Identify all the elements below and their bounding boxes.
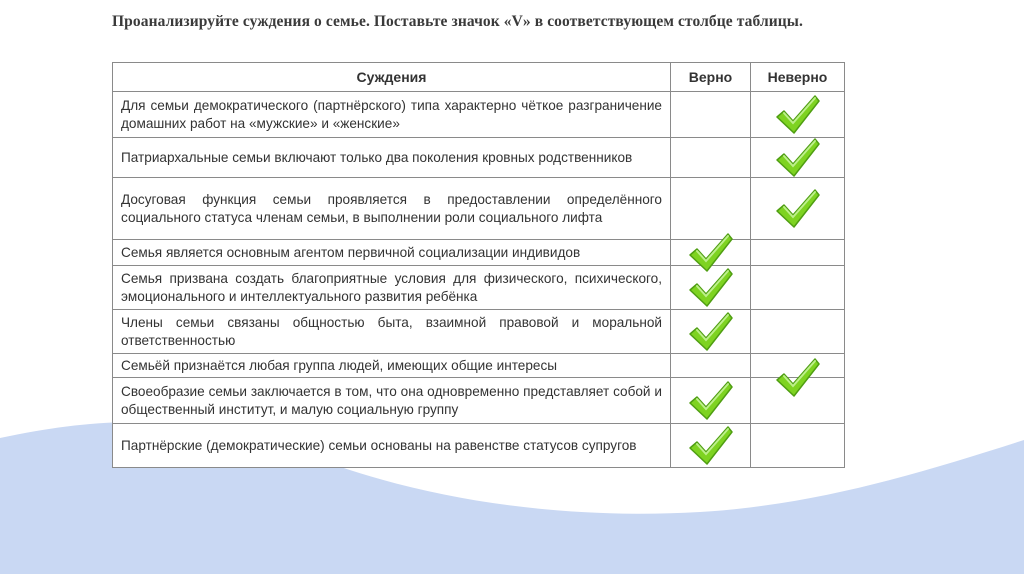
true-cell[interactable] [671, 138, 751, 178]
check-mark-icon [775, 136, 821, 180]
true-cell[interactable] [671, 266, 751, 310]
false-cell[interactable] [751, 266, 845, 310]
table-header-row [113, 63, 845, 92]
table-row [113, 178, 845, 240]
false-cell[interactable] [751, 178, 845, 240]
table-row [113, 354, 845, 378]
true-cell[interactable] [671, 240, 751, 266]
check-mark-icon [775, 187, 821, 231]
statement-cell: Досуговая функция семьи проявляется в предоставлении определённого социального статуса членам семьи, в выполнении роли социального лифта [113, 178, 671, 240]
true-cell[interactable] [671, 310, 751, 354]
true-cell[interactable] [671, 424, 751, 468]
header-statement: Суждения [113, 63, 671, 92]
table-row [113, 424, 845, 468]
table-row [113, 92, 845, 138]
statement-cell: Для семьи демократического (партнёрского) типа характерно чёткое разграничение домашних работ на «мужские» и «женские» [113, 92, 671, 138]
false-cell[interactable] [751, 354, 845, 378]
true-cell[interactable] [671, 354, 751, 378]
statement-cell: Семья является основным агентом первичной социализации индивидов [113, 240, 671, 266]
statement-cell: Своеобразие семьи заключается в том, что она одновременно представляет собой и общественный институт, и малую социальную группу [113, 378, 671, 424]
statement-cell: Члены семьи связаны общностью быта, взаимной правовой и моральной ответственностью [113, 310, 671, 354]
table-row [113, 240, 845, 266]
statement-cell: Партнёрские (демократические) семьи основаны на равенстве статусов супругов [113, 424, 671, 468]
table-row [113, 138, 845, 178]
false-cell[interactable] [751, 138, 845, 178]
check-mark-icon [688, 424, 734, 468]
check-mark-icon [688, 310, 734, 354]
false-cell[interactable] [751, 424, 845, 468]
statement-cell: Семья призвана создать благоприятные условия для физического, психического, эмоционального и интеллектуального развития ребёнка [113, 266, 671, 310]
instruction-text: Проанализируйте суждения о семье. Поставьте значок «V» в соответствующем столбце таблицы. [112, 13, 803, 30]
statement-cell: Патриархальные семьи включают только два поколения кровных родственников [113, 138, 671, 178]
table-row [113, 310, 845, 354]
check-mark-icon [688, 266, 734, 310]
header-false: Неверно [751, 63, 845, 92]
check-mark-icon [688, 379, 734, 423]
header-true: Верно [671, 63, 751, 92]
true-cell[interactable] [671, 92, 751, 138]
table-row [113, 266, 845, 310]
judgements-table [112, 62, 845, 468]
false-cell[interactable] [751, 240, 845, 266]
check-mark-icon [775, 93, 821, 137]
table-row [113, 378, 845, 424]
true-cell[interactable] [671, 378, 751, 424]
false-cell[interactable] [751, 92, 845, 138]
false-cell[interactable] [751, 378, 845, 424]
false-cell[interactable] [751, 310, 845, 354]
statement-cell: Семьёй признаётся любая группа людей, имеющих общие интересы [113, 354, 671, 378]
